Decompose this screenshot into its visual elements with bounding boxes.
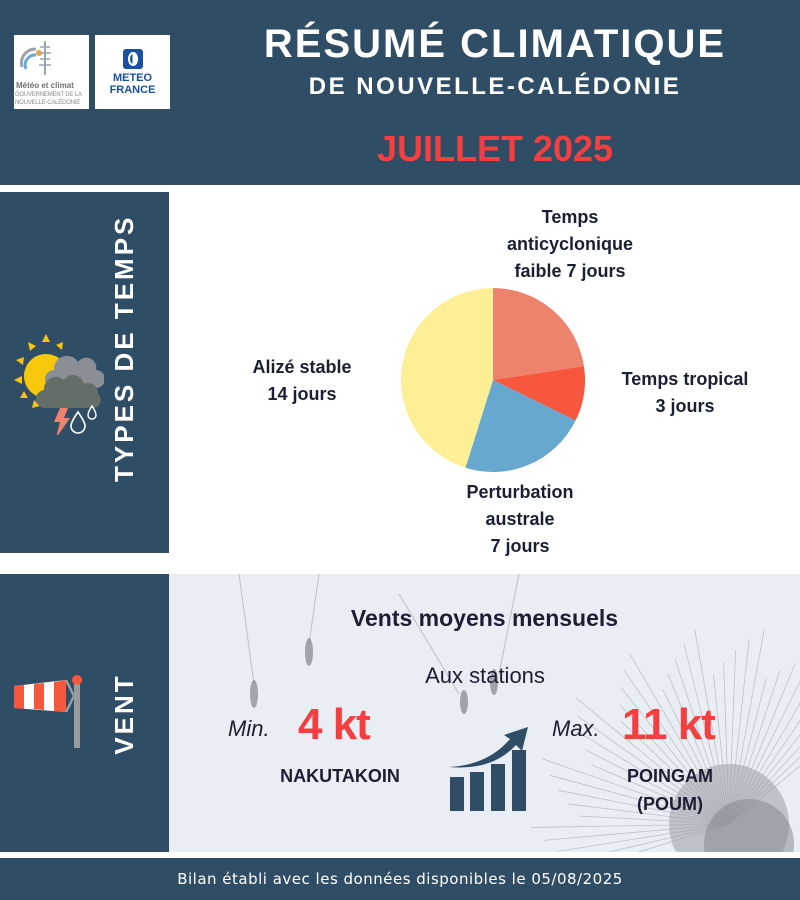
wind-max-station: POINGAM (POUM) xyxy=(626,766,713,814)
footer xyxy=(0,858,800,900)
pie-label-perturbation: Perturbation australe 7 jours xyxy=(466,482,574,556)
wind-max-value: 11 kt xyxy=(622,700,715,749)
wind-min-station: NAKUTAKOIN xyxy=(280,766,400,786)
wind-side-panel: VENT xyxy=(0,574,169,852)
pie-label-tropical: Temps tropical 3 jours xyxy=(621,369,749,416)
wind-min-value: 4 kt xyxy=(298,700,370,749)
header xyxy=(0,0,800,185)
weather-types-pie-chart xyxy=(400,287,586,473)
wind-min-label: Min. xyxy=(228,716,270,741)
growth-chart-icon xyxy=(448,727,530,813)
pie-label-anticyclonique: Temps anticyclonique faible 7 jours xyxy=(506,207,634,281)
meteo-france-icon xyxy=(123,49,143,69)
page-title: RÉSUMÉ CLIMATIQUE xyxy=(263,22,727,66)
wind-subtitle: Aux stations xyxy=(425,663,545,688)
wind-max-label: Max. xyxy=(552,716,600,741)
gov-nc-logo: Météo et climat GOUVERNEMENT DE LA NOUVELLE-CALÉDONIE xyxy=(14,35,89,109)
windsock-icon xyxy=(12,672,86,750)
weather-types-side-panel: TYPES DE TEMPS xyxy=(0,192,169,553)
gov-emblem-icon xyxy=(18,37,58,77)
pie-slice xyxy=(493,288,584,380)
wind-title: Vents moyens mensuels xyxy=(350,605,619,631)
pie-label-alize: Alizé stable 14 jours xyxy=(252,357,352,404)
page-subtitle: DE NOUVELLE-CALÉDONIE xyxy=(308,73,682,100)
sun-cloud-storm-icon xyxy=(8,330,104,435)
period-title: JUILLET 2025 xyxy=(376,128,614,169)
meteo-france-logo: METEO FRANCE xyxy=(95,35,170,109)
footer-text: Bilan établi avec les données disponibles le 05/08/2025 xyxy=(177,870,623,888)
